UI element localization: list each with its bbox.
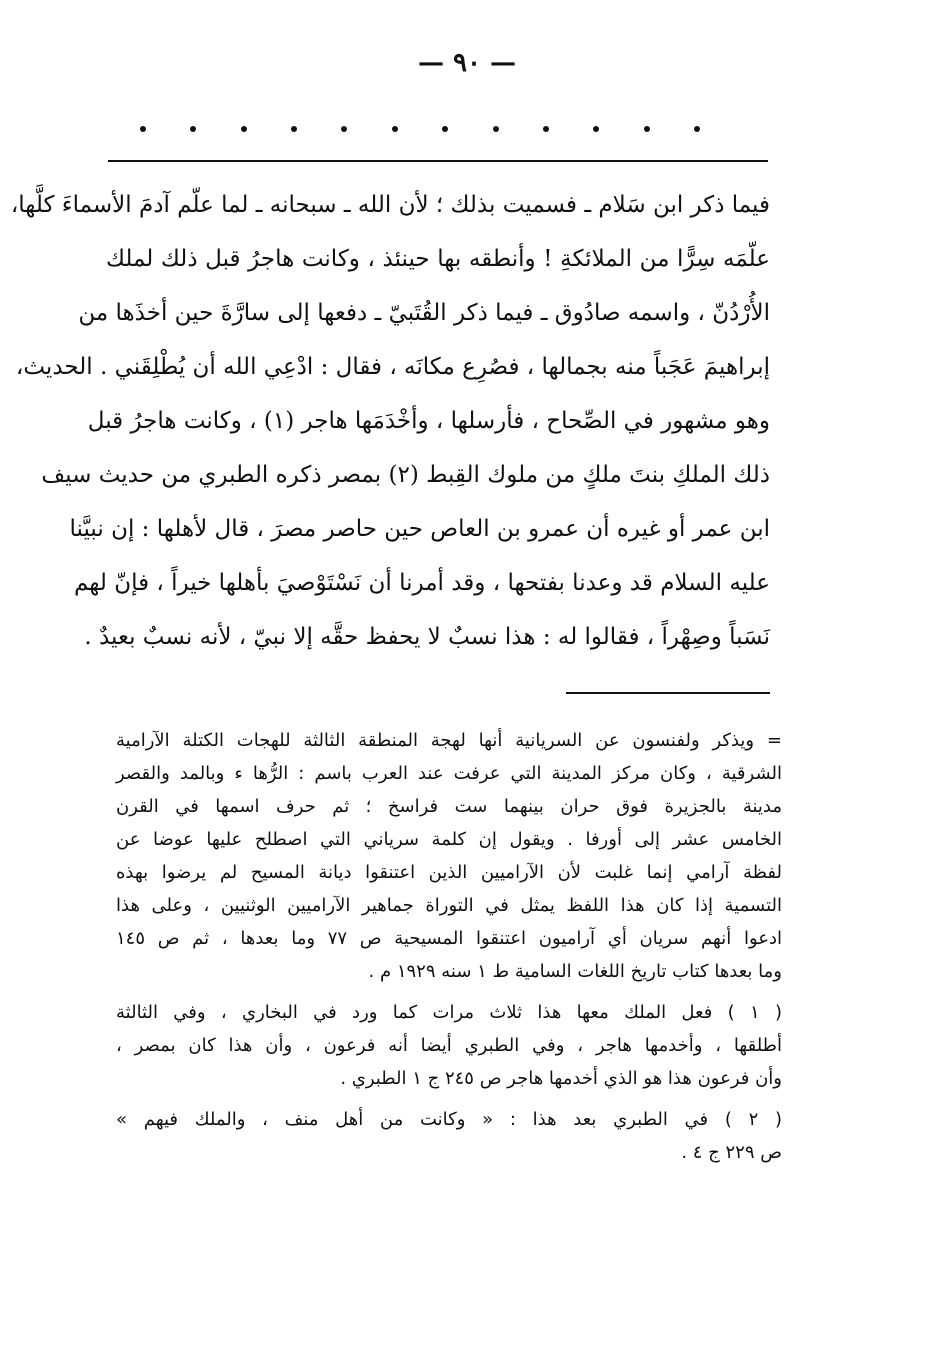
body-line: وهو مشهور في الصِّحاح ، فأرسلها ، وأخْدَمَها هاجر (١) ، وكانت هاجرُ قبل xyxy=(87,408,770,434)
footnotes-section xyxy=(116,724,782,1169)
ornament-dot xyxy=(593,126,599,132)
page-number: — ٩٠ — xyxy=(417,48,517,78)
footnote-continuation-line: وما بعدها كتاب تاريخ اللغات السامية ط ١ سنه ١٩٢٩ م . xyxy=(368,961,782,982)
footnote-continuation-line: مدينة بالجزيرة فوق حران بينهما ست فراسخ ؛ ثم حرف اسمها في القرن xyxy=(116,796,782,817)
footnote-1-line: ( ١ ) فعل الملك معها هذا ثلاث مرات كما ورد في البخاري ، وفي الثالثة xyxy=(116,1002,782,1023)
footnote-continuation-line: = ويذكر ولفنسون عن السريانية أنها لهجة المنطقة الثالثة للهجات الكتلة الآرامية xyxy=(116,730,782,751)
ornament-dot xyxy=(291,126,297,132)
footnote-1-line: أطلقها ، وأخدمها هاجر ، وفي الطبري أيضا أنه فرعون ، وأن هذا كان بمصر ، xyxy=(116,1035,782,1056)
footnote-continuation-line: الشرقية ، وكان مركز المدينة التي عرفت عند العرب باسم : الرُّها ء وبالمد والقصر xyxy=(116,763,782,784)
body-line: علّمَه سِرًّا من الملائكةِ ! وأنطقه بها حينئذ ، وكانت هاجرُ قبل ذلك لملك xyxy=(106,246,770,272)
header-rule xyxy=(108,160,768,162)
ornament-dot xyxy=(392,126,398,132)
footnote-1-line: وأن فرعون هذا هو الذي أخدمها هاجر ص ٢٤٥ ج ١ الطبري . xyxy=(340,1068,782,1089)
ornament-dot xyxy=(644,126,650,132)
footnote-2-line: ص ٢٢٩ ج ٤ . xyxy=(681,1142,782,1163)
ornament-dot xyxy=(140,126,146,132)
body-line: إبراهيمَ عَجَباً منه بجمالها ، فصُرِع مكانَه ، فقال : ادْعِي الله أن يُطْلِقَني . الحديث، xyxy=(15,354,770,380)
ornament-dot xyxy=(543,126,549,132)
footnote-gap xyxy=(116,988,782,996)
ornament-dot xyxy=(493,126,499,132)
body-line: فيما ذكر ابن سَلام ـ فسميت بذلك ؛ لأن الله ـ سبحانه ـ لما علّم آدمَ الأسماءَ كلَّها، xyxy=(10,192,770,218)
ornament-dot xyxy=(694,126,700,132)
body-line: نَسَباً وصِهْراً ، فقالوا له : هذا نسبٌ لا يحفظ حقَّه إلا نبيّ ، لأنه نسبٌ بعيدٌ . xyxy=(84,624,770,650)
body-line: عليه السلام قد وعدنا بفتحها ، وقد أمرنا أن نَسْتَوْصيَ بأهلها خيراً ، فإنّ لهم xyxy=(73,570,770,596)
ornament-dot xyxy=(341,126,347,132)
main-body-text xyxy=(10,178,770,664)
body-line: الأُرْدُنّ ، واسمه صادُوق ـ فيما ذكر القُتَبيّ ـ دفعها إلى سارَّةَ حين أخذَها من xyxy=(78,300,770,326)
footnote-continuation-line: التسمية إذا كان هذا اللفظ يمثل في التوراة جماهير الآراميين الوثنيين ، وعلى هذا xyxy=(116,895,782,916)
footnote-separator xyxy=(566,692,770,694)
footnote-2-line: ( ٢ ) في الطبري بعد هذا : « وكانت من أهل منف ، والملك فيهم » xyxy=(116,1109,782,1130)
footnote-continuation-line: لفظة آرامي إنما غلبت لأن الآراميين الذين اعتنقوا ديانة المسيح لم يرضوا بهذه xyxy=(116,862,782,883)
ornament-dots xyxy=(140,126,700,132)
ornament-dot xyxy=(241,126,247,132)
ornament-dot xyxy=(442,126,448,132)
body-line: ابن عمر أو غيره أن عمرو بن العاص حين حاصر مصرَ ، قال لأهلها : إن نبيَّنا xyxy=(69,516,770,542)
ornament-dot xyxy=(190,126,196,132)
footnote-continuation-line: ادعوا أنهم سريان أي آراميون اعتنقوا المسيحية ص ٧٧ وما بعدها ، ثم ص ١٤٥ xyxy=(116,928,782,949)
footnote-continuation-line: الخامس عشر إلى أورفا . ويقول إن كلمة سرياني التي اصطلح عليها عوضا عن xyxy=(116,829,782,850)
footnote-gap xyxy=(116,1095,782,1103)
body-line: ذلك الملكِ بنتَ ملكٍ من ملوك القِبط (٢) بمصر ذكره الطبري من حديث سيف xyxy=(41,462,770,488)
